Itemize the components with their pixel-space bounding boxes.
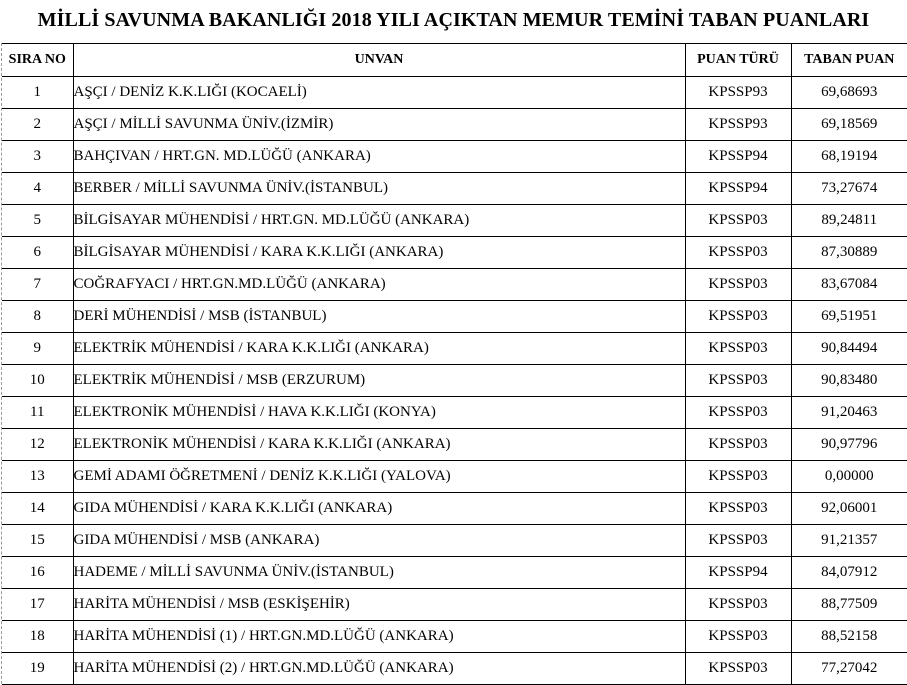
row-title: ELEKTRİK MÜHENDİSİ / MSB (ERZURUM) <box>73 365 685 397</box>
row-base-score: 88,52158 <box>791 621 907 653</box>
row-score-type: KPSSP03 <box>685 493 791 525</box>
table-row <box>2 237 907 269</box>
column-header-sira-no: SIRA NO <box>2 44 73 77</box>
row-score-type: KPSSP03 <box>685 461 791 493</box>
row-title: DERİ MÜHENDİSİ / MSB (İSTANBUL) <box>73 301 685 333</box>
row-score-type: KPSSP93 <box>685 77 791 109</box>
row-base-score: 91,21357 <box>791 525 907 557</box>
row-number: 17 <box>2 589 73 621</box>
row-title: COĞRAFYACI / HRT.GN.MD.LÜĞÜ (ANKARA) <box>73 269 685 301</box>
table-header-row <box>2 44 907 77</box>
table-row <box>2 429 907 461</box>
table-row <box>2 461 907 493</box>
row-base-score: 91,20463 <box>791 397 907 429</box>
row-title: GIDA MÜHENDİSİ / KARA K.K.LIĞI (ANKARA) <box>73 493 685 525</box>
row-score-type: KPSSP94 <box>685 173 791 205</box>
row-base-score: 90,83480 <box>791 365 907 397</box>
row-score-type: KPSSP03 <box>685 589 791 621</box>
table-row <box>2 525 907 557</box>
column-header-taban-puan: TABAN PUAN <box>791 44 907 77</box>
table-row <box>2 333 907 365</box>
row-title: BİLGİSAYAR MÜHENDİSİ / HRT.GN. MD.LÜĞÜ (ANKARA) <box>73 205 685 237</box>
row-score-type: KPSSP03 <box>685 653 791 685</box>
table-row <box>2 269 907 301</box>
row-base-score: 89,24811 <box>791 205 907 237</box>
row-number: 9 <box>2 333 73 365</box>
row-base-score: 77,27042 <box>791 653 907 685</box>
row-base-score: 87,30889 <box>791 237 907 269</box>
row-number: 14 <box>2 493 73 525</box>
row-base-score: 0,00000 <box>791 461 907 493</box>
row-number: 5 <box>2 205 73 237</box>
row-base-score: 69,18569 <box>791 109 907 141</box>
row-score-type: KPSSP03 <box>685 333 791 365</box>
row-score-type: KPSSP03 <box>685 429 791 461</box>
row-score-type: KPSSP03 <box>685 269 791 301</box>
row-number: 3 <box>2 141 73 173</box>
table-row <box>2 557 907 589</box>
row-score-type: KPSSP03 <box>685 397 791 429</box>
row-number: 11 <box>2 397 73 429</box>
row-title: HARİTA MÜHENDİSİ / MSB (ESKİŞEHİR) <box>73 589 685 621</box>
row-title: AŞÇI / MİLLİ SAVUNMA ÜNİV.(İZMİR) <box>73 109 685 141</box>
row-base-score: 69,51951 <box>791 301 907 333</box>
table-row <box>2 621 907 653</box>
row-title: ELEKTRONİK MÜHENDİSİ / KARA K.K.LIĞI (ANKARA) <box>73 429 685 461</box>
row-base-score: 88,77509 <box>791 589 907 621</box>
row-title: GEMİ ADAMI ÖĞRETMENİ / DENİZ K.K.LIĞI (YALOVA) <box>73 461 685 493</box>
row-base-score: 68,19194 <box>791 141 907 173</box>
row-number: 13 <box>2 461 73 493</box>
row-base-score: 90,97796 <box>791 429 907 461</box>
score-table <box>2 43 907 685</box>
row-number: 15 <box>2 525 73 557</box>
row-score-type: KPSSP93 <box>685 109 791 141</box>
column-header-puan-turu: PUAN TÜRÜ <box>685 44 791 77</box>
row-number: 2 <box>2 109 73 141</box>
row-title: ELEKTRİK MÜHENDİSİ / KARA K.K.LIĞI (ANKARA) <box>73 333 685 365</box>
table-row <box>2 77 907 109</box>
row-number: 8 <box>2 301 73 333</box>
row-title: BAHÇIVAN / HRT.GN. MD.LÜĞÜ (ANKARA) <box>73 141 685 173</box>
row-base-score: 90,84494 <box>791 333 907 365</box>
table-row <box>2 653 907 685</box>
row-title: AŞÇI / DENİZ K.K.LIĞI (KOCAELİ) <box>73 77 685 109</box>
row-score-type: KPSSP03 <box>685 621 791 653</box>
table-row <box>2 141 907 173</box>
row-title: HADEME / MİLLİ SAVUNMA ÜNİV.(İSTANBUL) <box>73 557 685 589</box>
table-body <box>2 77 907 685</box>
column-header-unvan: UNVAN <box>73 44 685 77</box>
table-row <box>2 493 907 525</box>
row-title: GIDA MÜHENDİSİ / MSB (ANKARA) <box>73 525 685 557</box>
row-number: 16 <box>2 557 73 589</box>
row-score-type: KPSSP03 <box>685 205 791 237</box>
row-number: 12 <box>2 429 73 461</box>
row-number: 19 <box>2 653 73 685</box>
row-score-type: KPSSP94 <box>685 141 791 173</box>
row-number: 4 <box>2 173 73 205</box>
row-title: ELEKTRONİK MÜHENDİSİ / HAVA K.K.LIĞI (KONYA) <box>73 397 685 429</box>
row-score-type: KPSSP03 <box>685 525 791 557</box>
row-score-type: KPSSP03 <box>685 237 791 269</box>
table-row <box>2 173 907 205</box>
row-title: BİLGİSAYAR MÜHENDİSİ / KARA K.K.LIĞI (ANKARA) <box>73 237 685 269</box>
row-score-type: KPSSP94 <box>685 557 791 589</box>
row-title: BERBER / MİLLİ SAVUNMA ÜNİV.(İSTANBUL) <box>73 173 685 205</box>
table-row <box>2 365 907 397</box>
row-number: 10 <box>2 365 73 397</box>
row-base-score: 92,06001 <box>791 493 907 525</box>
page-title: MİLLİ SAVUNMA BAKANLIĞI 2018 YILI AÇIKTAN MEMUR TEMİNİ TABAN PUANLARI <box>37 9 870 31</box>
row-base-score: 73,27674 <box>791 173 907 205</box>
row-number: 6 <box>2 237 73 269</box>
row-base-score: 83,67084 <box>791 269 907 301</box>
row-base-score: 84,07912 <box>791 557 907 589</box>
row-score-type: KPSSP03 <box>685 365 791 397</box>
row-title: HARİTA MÜHENDİSİ (1) / HRT.GN.MD.LÜĞÜ (ANKARA) <box>73 621 685 653</box>
table-row <box>2 205 907 237</box>
row-number: 1 <box>2 77 73 109</box>
table-row <box>2 301 907 333</box>
row-base-score: 69,68693 <box>791 77 907 109</box>
row-title: HARİTA MÜHENDİSİ (2) / HRT.GN.MD.LÜĞÜ (ANKARA) <box>73 653 685 685</box>
table-row <box>2 109 907 141</box>
row-number: 7 <box>2 269 73 301</box>
table-row <box>2 589 907 621</box>
row-number: 18 <box>2 621 73 653</box>
table-row <box>2 397 907 429</box>
row-score-type: KPSSP03 <box>685 301 791 333</box>
